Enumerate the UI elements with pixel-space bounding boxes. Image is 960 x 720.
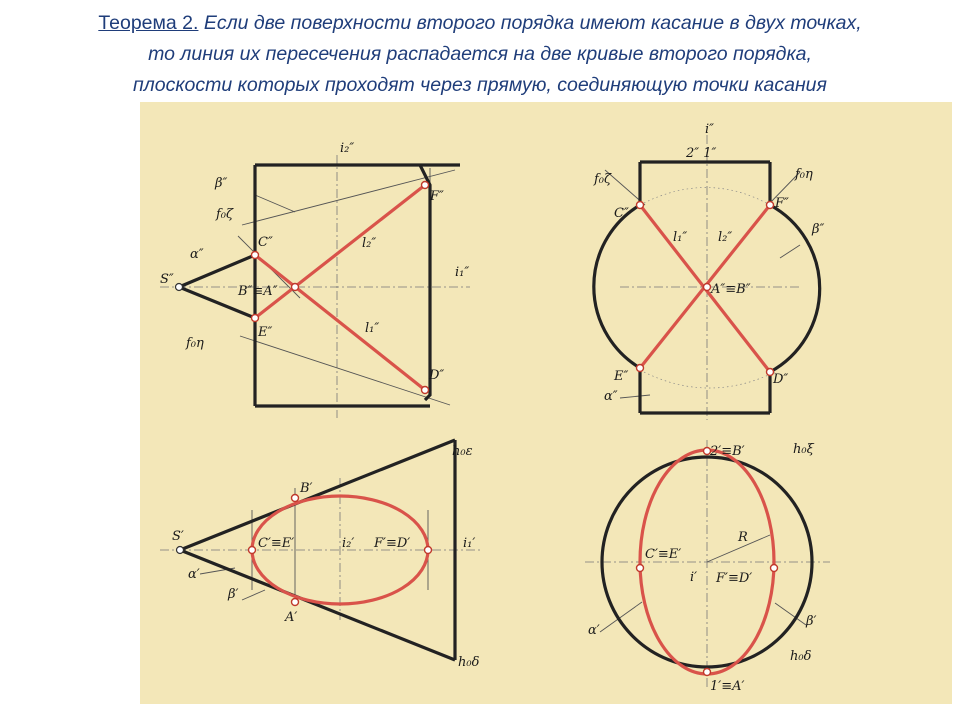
dotted-arc-top <box>640 188 770 206</box>
label-l1-right: l₁″ <box>673 230 688 245</box>
cylinder-right-front <box>420 165 430 400</box>
theorem-label: Теорема 2. <box>98 12 199 34</box>
label-BA: B″≡A″ <box>238 284 278 299</box>
geometry-diagram <box>140 102 952 704</box>
label-S: S″ <box>160 272 174 287</box>
point-BA <box>292 284 299 291</box>
label-D-right: D″ <box>773 372 789 387</box>
label-f0z: f₀ζ <box>216 207 234 222</box>
point-A-top <box>292 599 299 606</box>
label-beta-top: β′ <box>228 587 239 602</box>
cone-upper-edge-top <box>180 440 455 550</box>
alpha-leader-top-right <box>600 602 642 632</box>
label-1A: 1′≡A′ <box>710 679 745 694</box>
label-alpha-top-right: α′ <box>588 623 600 638</box>
label-E: E″ <box>258 325 273 340</box>
label-alpha: α″ <box>190 247 204 262</box>
label-FD-top-right: F′≡D′ <box>716 571 753 586</box>
beta-leader-top <box>242 590 265 600</box>
cone-lower-edge-top <box>180 550 455 660</box>
front-view-left <box>160 141 470 418</box>
point-E-right <box>637 365 644 372</box>
title-line-3: плоскости которых проходят через прямую, соединяющую точки касания <box>133 74 827 96</box>
label-f0h-right: f₀η <box>795 167 813 182</box>
label-i-right: i″ <box>705 122 715 137</box>
label-beta-top-right: β′ <box>806 614 817 629</box>
point-CE-top <box>249 547 256 554</box>
point-F-right <box>767 202 774 209</box>
label-S-top: S′ <box>172 529 184 544</box>
title-line-1: Если две поверхности второго порядка имеют касание в двух точках, <box>198 12 862 34</box>
label-E-right: E″ <box>614 369 629 384</box>
label-h0d: h₀δ <box>458 655 480 670</box>
label-R: R <box>738 530 748 545</box>
point-AB-right <box>704 284 711 291</box>
line-f0h-front <box>240 336 450 405</box>
front-view-right <box>593 122 825 420</box>
label-CE-top: C′≡E′ <box>258 536 295 551</box>
label-i2-top: i₂′ <box>342 536 355 551</box>
point-FD-top <box>425 547 432 554</box>
curve-l1-front <box>255 255 425 390</box>
point-E <box>252 315 259 322</box>
top-view-left <box>160 440 480 670</box>
point-B-top <box>292 495 299 502</box>
drawing-sheet <box>140 102 952 704</box>
label-B-top: B′ <box>300 481 313 496</box>
label-alpha-right: α″ <box>604 389 618 404</box>
point-D <box>422 387 429 394</box>
top-view-right <box>585 440 830 694</box>
label-f0h: f₀η <box>186 336 204 351</box>
point-FD-top-right <box>771 565 778 572</box>
beta-leader <box>255 195 295 212</box>
point-F <box>422 182 429 189</box>
label-h0d-top-right: h₀δ <box>790 649 812 664</box>
label-i1-top: i₁′ <box>463 536 476 551</box>
label-l2-right: l₂″ <box>718 230 733 245</box>
point-CE-top-right <box>637 565 644 572</box>
label-alpha-top: α′ <box>188 567 200 582</box>
title-line-2: то линия их пересечения распадается на две кривые второго порядка, <box>148 43 812 65</box>
label-f0z-right: f₀ζ <box>594 172 612 187</box>
label-h0z: h₀ξ <box>793 442 814 457</box>
label-beta: β″ <box>215 176 228 191</box>
point-C <box>252 252 259 259</box>
point-S <box>176 284 183 291</box>
label-l2: l₂″ <box>362 236 377 251</box>
label-C-right: C″ <box>614 206 629 221</box>
line-f0z-front <box>242 170 455 225</box>
slide-title <box>0 8 960 101</box>
label-2B: 2′≡B′ <box>710 444 745 459</box>
point-1A <box>704 669 711 676</box>
label-F-right: F″ <box>775 196 789 211</box>
sphere-arc-left <box>594 205 640 368</box>
label-A-top: A′ <box>285 610 298 625</box>
label-D: D″ <box>429 368 445 383</box>
label-F: F″ <box>430 189 444 204</box>
label-i-top-right: i′ <box>690 570 698 585</box>
dotted-arc-bottom <box>640 370 775 388</box>
curve-l2-front <box>255 185 425 318</box>
label-i1: i₁″ <box>455 265 470 280</box>
point-S-top <box>177 547 184 554</box>
label-FD-top: F′≡D′ <box>374 536 411 551</box>
label-CE-top-right: C′≡E′ <box>645 547 682 562</box>
alpha-leader-right <box>620 395 650 398</box>
label-2-1-right: 2″ 1″ <box>686 146 717 161</box>
label-C: C″ <box>258 235 273 250</box>
label-beta-right: β″ <box>812 222 825 237</box>
label-i2: i₂″ <box>340 141 355 156</box>
point-C-right <box>637 202 644 209</box>
label-l1: l₁″ <box>365 321 380 336</box>
beta-leader-right <box>780 245 800 258</box>
label-h0e: h₀ε <box>452 444 473 459</box>
label-AB-right: A″≡B″ <box>711 282 751 297</box>
